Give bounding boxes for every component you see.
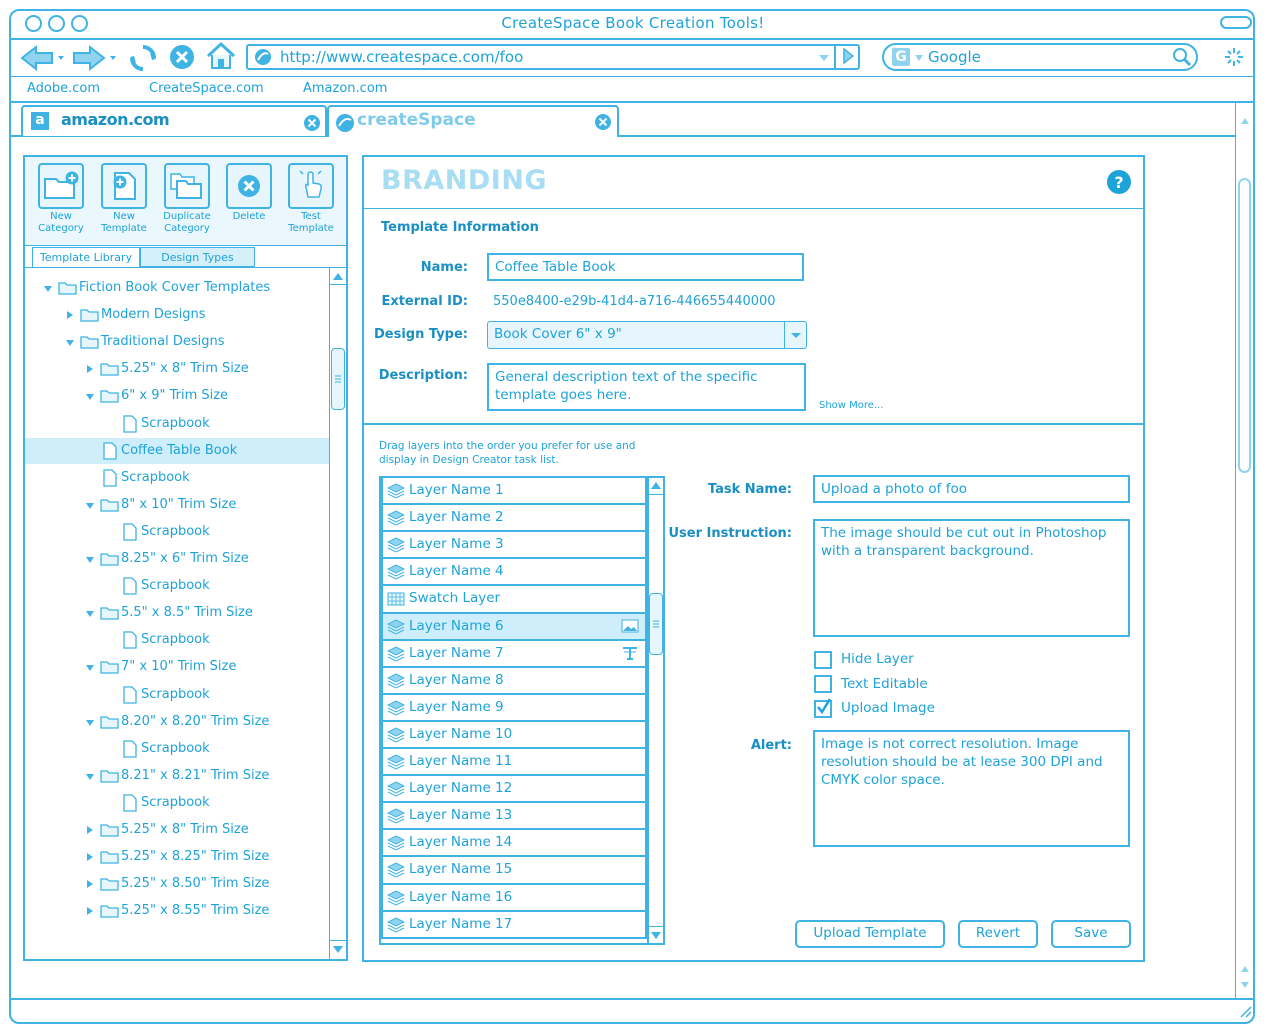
tree-item-label: 8.21" x 8.21" Trim Size (121, 768, 270, 783)
layer-label: Layer Name 7 (409, 645, 504, 661)
layer-item[interactable] (381, 641, 647, 668)
tree-folder[interactable] (25, 492, 329, 518)
tree-item[interactable] (25, 573, 329, 599)
layer-item[interactable] (381, 749, 647, 776)
layer-icon (387, 835, 405, 851)
test-template-label-2: Template (288, 223, 334, 234)
tree-item[interactable] (25, 790, 329, 816)
expand-arrow-icon[interactable] (85, 554, 95, 564)
folder-icon (58, 280, 78, 296)
google-icon[interactable]: G (892, 48, 910, 66)
refresh-icon (128, 43, 158, 73)
address-url: http://www.createspace.com/foo (280, 48, 524, 66)
layer-icon (387, 890, 405, 906)
tree-folder[interactable] (25, 600, 329, 626)
library-tabs-divider (25, 245, 346, 246)
layer-scrollbar-top-divider (649, 494, 663, 495)
folder-icon (100, 388, 120, 404)
layer-label: Layer Name 3 (409, 536, 504, 552)
window-title: CreateSpace Book Creation Tools! (501, 14, 765, 32)
delete-icon (235, 172, 263, 200)
grip-icon (332, 349, 344, 409)
expand-arrow-icon[interactable] (43, 283, 53, 293)
folder-icon (80, 334, 100, 350)
bookmark-createspace[interactable]: CreateSpace.com (149, 81, 264, 96)
back-button[interactable] (20, 44, 68, 72)
divider (10, 38, 1253, 40)
createspace-icon (335, 113, 355, 133)
layer-item[interactable] (381, 776, 647, 803)
layer-icon (387, 917, 405, 933)
swatch-icon (387, 592, 405, 606)
collapse-arrow-icon[interactable] (85, 879, 95, 889)
description-label: Description: (378, 368, 468, 383)
design-type-label: Design Type: (373, 327, 468, 342)
external-id-value: 550e8400-e29b-41d4-a716-446655440000 (493, 294, 776, 309)
close-tab-icon[interactable] (303, 114, 321, 132)
tree-item-label: Scrapbook (141, 416, 210, 431)
folder-icon (100, 605, 120, 621)
layer-label: Layer Name 13 (409, 807, 513, 823)
file-icon (122, 631, 138, 649)
layer-label: Layer Name 8 (409, 672, 504, 688)
tab-createspace[interactable] (327, 105, 619, 137)
layer-item[interactable] (381, 803, 647, 830)
layer-icon (387, 564, 405, 580)
layer-label: Layer Name 4 (409, 563, 504, 579)
layer-label: Layer Name 17 (409, 916, 513, 932)
divider (10, 101, 1253, 103)
delete-label: Delete (232, 211, 266, 222)
library-tabs-baseline (25, 267, 346, 268)
engine-dropdown-icon[interactable] (915, 55, 923, 61)
help-icon[interactable] (1106, 169, 1132, 195)
tree-item-label: Scrapbook (141, 795, 210, 810)
svg-text:?: ? (1114, 173, 1124, 192)
tree-item-label: 6" x 9" Trim Size (121, 388, 229, 403)
layer-icon (387, 754, 405, 770)
file-icon (102, 469, 118, 487)
folder-icon (100, 361, 120, 377)
refresh-button[interactable] (128, 43, 158, 73)
tree-item[interactable] (25, 736, 329, 762)
show-more-link[interactable]: Show More... (819, 400, 884, 411)
tree-folder[interactable] (25, 329, 329, 355)
new-template-button[interactable] (99, 163, 149, 235)
layer-icon (387, 727, 405, 743)
new-template-icon (107, 169, 141, 203)
tree-folder[interactable] (25, 709, 329, 735)
resize-grip-icon[interactable] (1238, 1004, 1252, 1018)
design-type-select[interactable] (487, 321, 807, 349)
layer-label: Layer Name 10 (409, 726, 513, 742)
scroll-up-icon[interactable] (332, 272, 344, 282)
address-bar[interactable] (246, 44, 860, 70)
name-label: Name: (420, 260, 468, 275)
test-template-label: Test (301, 211, 321, 222)
search-engine-name: Google (928, 48, 981, 66)
tree-item[interactable] (25, 411, 329, 437)
file-icon (122, 577, 138, 595)
page-title: BRANDING (381, 165, 548, 196)
layer-label: Layer Name 2 (409, 509, 504, 525)
tree-scrollbar[interactable] (329, 268, 346, 959)
tree-scroll-thumb[interactable] (331, 348, 345, 410)
tab-createspace-label: createSpace (357, 110, 476, 130)
tree-item[interactable] (25, 438, 329, 464)
external-id-label: External ID: (381, 294, 468, 309)
bookmark-amazon[interactable]: Amazon.com (303, 81, 388, 96)
tab-template-library[interactable]: Template Library (32, 247, 140, 268)
new-category-label: New (50, 211, 72, 222)
tab-amazon[interactable] (21, 105, 327, 136)
close-tab-icon[interactable] (594, 113, 612, 131)
layer-label: Swatch Layer (409, 590, 501, 606)
stop-icon (168, 43, 196, 71)
home-button[interactable] (205, 41, 237, 71)
revert-button[interactable]: Revert (958, 920, 1038, 948)
layer-icon (387, 483, 405, 499)
name-input[interactable]: Coffee Table Book (487, 253, 804, 281)
test-template-button[interactable] (286, 163, 336, 235)
tree-item-label: 5.25" x 8.50" Trim Size (121, 876, 270, 891)
tree-item-label: 5.25" x 8" Trim Size (121, 822, 249, 837)
loading-spinner-icon (1224, 47, 1244, 67)
file-icon (102, 442, 118, 460)
duplicate-icon (168, 169, 206, 203)
stop-button[interactable] (168, 43, 196, 71)
design-type-value: Book Cover 6" x 9" (494, 326, 622, 342)
section-title: Template Information (381, 220, 539, 235)
layer-label: Layer Name 15 (409, 861, 513, 877)
tree-item[interactable] (25, 519, 329, 545)
layer-items (381, 478, 647, 943)
test-icon (296, 169, 326, 203)
forward-button[interactable] (72, 44, 120, 72)
layer-item[interactable] (381, 857, 647, 885)
layer-icon (387, 619, 405, 635)
template-tree (25, 275, 329, 961)
grip-icon (650, 594, 662, 654)
tree-folder[interactable] (25, 275, 329, 301)
upload-template-button[interactable]: Upload Template (795, 920, 945, 948)
collapse-arrow-icon[interactable] (85, 852, 95, 862)
divider (10, 76, 1253, 77)
file-icon (122, 523, 138, 541)
layer-item[interactable] (381, 885, 647, 912)
amazon-icon: a (31, 112, 49, 130)
layer-item[interactable] (381, 478, 647, 505)
tree-folder[interactable] (25, 763, 329, 789)
expand-arrow-icon[interactable] (85, 608, 95, 618)
text-editable-label: Text Editable (841, 676, 928, 692)
expand-arrow-icon[interactable] (85, 717, 95, 727)
tree-item-label: 5.25" x 8.55" Trim Size (121, 903, 270, 918)
layer-icon (387, 862, 405, 878)
tree-item-label: 8.20" x 8.20" Trim Size (121, 714, 270, 729)
tree-item-label: Modern Designs (101, 307, 206, 322)
new-category-icon (42, 170, 80, 202)
save-button[interactable]: Save (1051, 920, 1131, 948)
text-badge-icon (621, 645, 639, 661)
window-collapse-button[interactable] (1220, 16, 1252, 29)
tree-item-label: Scrapbook (141, 524, 210, 539)
tree-folder[interactable] (25, 546, 329, 572)
folder-icon (100, 659, 120, 675)
tree-item-label: Scrapbook (141, 741, 210, 756)
layer-label: Layer Name 16 (409, 889, 513, 905)
scroll-down-icon[interactable] (650, 931, 662, 941)
tree-item-label: 5.25" x 8.25" Trim Size (121, 849, 270, 864)
tree-folder[interactable] (25, 844, 329, 870)
layer-icon (387, 537, 405, 553)
page-scrollbar[interactable] (1235, 103, 1253, 998)
tab-amazon-label: amazon.com (61, 110, 170, 129)
file-icon (122, 740, 138, 758)
design-type-dropdown[interactable] (784, 322, 806, 348)
tree-folder[interactable] (25, 302, 329, 328)
scroll-up-icon[interactable] (650, 481, 662, 491)
tree-item-label: 8.25" x 6" Trim Size (121, 551, 249, 566)
file-icon (122, 686, 138, 704)
layer-item[interactable] (381, 722, 647, 749)
page-scroll-thumb[interactable] (1238, 178, 1251, 473)
tab-design-types[interactable]: Design Types (140, 247, 255, 267)
tree-item-label: Scrapbook (121, 470, 190, 485)
tree-item-label: Traditional Designs (101, 334, 225, 349)
tree-folder[interactable] (25, 654, 329, 680)
layer-item[interactable] (381, 912, 647, 939)
layer-icon (387, 700, 405, 716)
tree-item-label: Scrapbook (141, 687, 210, 702)
expand-arrow-icon[interactable] (85, 662, 95, 672)
file-icon (122, 794, 138, 812)
description-input[interactable]: General description text of the specific template goes here. (487, 363, 806, 411)
duplicate-category-label: Duplicate (163, 211, 211, 222)
tree-folder[interactable] (25, 356, 329, 382)
tree-folder[interactable] (25, 898, 329, 924)
go-button[interactable] (834, 44, 860, 70)
search-bar[interactable] (882, 43, 1198, 71)
layer-item[interactable] (381, 668, 647, 695)
tree-folder[interactable] (25, 871, 329, 897)
folder-icon (100, 822, 120, 838)
branding-panel (362, 155, 1145, 425)
bookmark-adobe[interactable]: Adobe.com (27, 81, 101, 96)
folder-icon (100, 849, 120, 865)
tree-item[interactable] (25, 465, 329, 491)
layer-scrollbar-bottom-divider (649, 926, 663, 927)
new-template-label: New (113, 211, 135, 222)
layer-label: Layer Name 1 (409, 482, 504, 498)
layer-label: Layer Name 11 (409, 753, 513, 769)
folder-icon (100, 876, 120, 892)
scroll-up-icon[interactable] (1240, 117, 1250, 125)
collapse-arrow-icon[interactable] (85, 906, 95, 916)
layer-scroll-thumb[interactable] (649, 593, 663, 655)
expand-arrow-icon[interactable] (65, 337, 75, 347)
tree-scrollbar-top-divider (330, 284, 346, 285)
layer-label: Layer Name 12 (409, 780, 513, 796)
delete-button[interactable] (224, 163, 274, 223)
expand-arrow-icon[interactable] (85, 391, 95, 401)
scroll-down-icon[interactable] (1240, 981, 1250, 989)
folder-icon (100, 714, 120, 730)
folder-icon (100, 768, 120, 784)
new-template-label-2: Template (101, 223, 147, 234)
forward-arrow-icon (72, 44, 120, 72)
new-category-label-2: Category (38, 223, 84, 234)
file-icon (122, 415, 138, 433)
tree-item-label: 8" x 10" Trim Size (121, 497, 237, 512)
tree-item-label: 5.25" x 8" Trim Size (121, 361, 249, 376)
task-name-input[interactable]: Upload a photo of foo (813, 475, 1130, 503)
tree-item-label: 7" x 10" Trim Size (121, 659, 237, 674)
layer-item[interactable] (381, 559, 647, 586)
folder-icon (100, 903, 120, 919)
user-instruction-input[interactable]: The image should be cut out in Photoshop with a transparent background. (813, 519, 1130, 637)
layer-scrollbar[interactable] (647, 478, 663, 943)
back-arrow-icon (20, 44, 68, 72)
tree-scrollbar-bottom-divider (330, 940, 346, 941)
folder-icon (100, 551, 120, 567)
user-instruction-label: User Instruction: (668, 526, 792, 541)
scroll-down-icon[interactable] (332, 945, 344, 955)
layer-icon (387, 673, 405, 689)
tree-item-label: 5.5" x 8.5" Trim Size (121, 605, 253, 620)
layer-item[interactable] (381, 532, 647, 559)
task-name-label: Task Name: (707, 482, 792, 497)
layer-item[interactable] (381, 586, 647, 614)
layer-item[interactable] (381, 695, 647, 722)
template-library-panel (23, 155, 348, 961)
tree-item-label: Fiction Book Cover Templates (79, 280, 271, 295)
layer-list (379, 476, 665, 945)
hide-layer-checkbox[interactable] (814, 651, 832, 669)
upload-image-checkbox[interactable] (814, 700, 832, 718)
image-badge-icon (621, 619, 639, 633)
home-icon (205, 41, 237, 71)
alert-input[interactable]: Image is not correct resolution. Image resolution should be at lease 300 DPI and CMYK color space. (813, 730, 1130, 847)
layers-instructions: Drag layers into the order you prefer for use and display in Design Creator task list. (379, 440, 636, 466)
status-bar-divider (10, 998, 1253, 1000)
tree-item-label: Scrapbook (141, 632, 210, 647)
chevron-down-icon (785, 322, 807, 348)
folder-icon (80, 307, 100, 323)
address-dropdown-icon[interactable] (818, 53, 830, 63)
search-icon[interactable] (1172, 47, 1192, 67)
expand-arrow-icon[interactable] (85, 500, 95, 510)
tree-folder[interactable] (25, 383, 329, 409)
tree-item-label: Coffee Table Book (121, 443, 238, 458)
layer-label: Layer Name 6 (409, 618, 504, 634)
site-favicon-icon (254, 48, 272, 66)
upload-image-label: Upload Image (841, 700, 935, 716)
expand-arrow-icon[interactable] (85, 771, 95, 781)
text-editable-checkbox[interactable] (814, 675, 832, 693)
layer-icon (387, 510, 405, 526)
tree-folder[interactable] (25, 817, 329, 843)
collapse-arrow-icon[interactable] (85, 364, 95, 374)
layers-panel (362, 425, 1145, 962)
collapse-arrow-icon[interactable] (65, 310, 75, 320)
hide-layer-label: Hide Layer (841, 651, 914, 667)
tree-item[interactable] (25, 682, 329, 708)
alert-label: Alert: (750, 738, 792, 753)
checkmark-icon (816, 698, 832, 716)
tree-item-label: Scrapbook (141, 578, 210, 593)
scroll-up-icon[interactable] (1240, 965, 1250, 973)
duplicate-category-button[interactable] (162, 163, 212, 235)
go-arrow-icon (836, 44, 860, 68)
layer-label: Layer Name 14 (409, 834, 513, 850)
layer-item[interactable] (381, 830, 647, 857)
layer-icon (387, 808, 405, 824)
folder-icon (100, 497, 120, 513)
layer-label: Layer Name 9 (409, 699, 504, 715)
duplicate-category-label-2: Category (164, 223, 210, 234)
layer-icon (387, 646, 405, 662)
layer-item[interactable] (381, 505, 647, 532)
collapse-arrow-icon[interactable] (85, 825, 95, 835)
layer-icon (387, 781, 405, 797)
layer-item[interactable] (381, 614, 647, 641)
tree-item[interactable] (25, 627, 329, 653)
new-category-button[interactable] (36, 163, 86, 235)
